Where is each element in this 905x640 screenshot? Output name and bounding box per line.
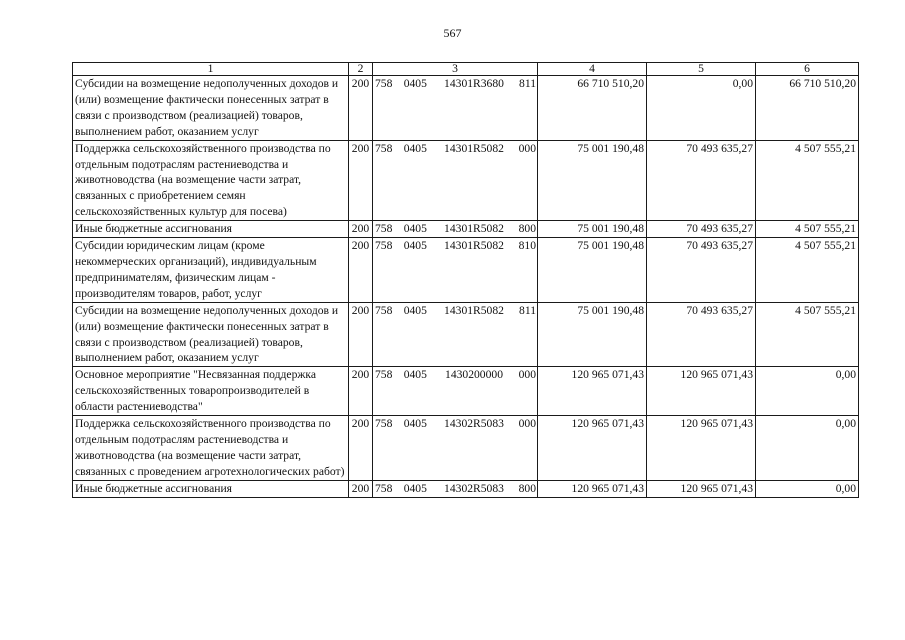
classification-code-cell (373, 416, 538, 481)
section-code: 0405 (403, 77, 427, 90)
amount-col5-cell: 70 493 635,27 (647, 221, 756, 238)
amount-col5-cell: 70 493 635,27 (647, 140, 756, 221)
expense-name-cell: Основное мероприятие "Несвязанная поддержка сельскохозяйственных товаропроизводителей в области растениеводства" (73, 367, 349, 416)
section-code: 0405 (403, 141, 427, 155)
amount-col6-cell: 66 710 510,20 (756, 76, 859, 141)
section-code: 0405 (403, 222, 427, 236)
target-article-code: 14302R5083 (444, 417, 504, 431)
amount-col6-cell: 0,00 (756, 416, 859, 481)
grbs-code: 758 (375, 141, 393, 155)
code-cell: 200 (349, 416, 373, 481)
table-row (73, 238, 859, 303)
table-row (73, 76, 859, 141)
expense-type-code: 800 (518, 481, 536, 495)
table-row (73, 302, 859, 367)
expense-name-cell: Субсидии юридическим лицам (кроме некоммерческих организаций), индивидуальным предпринимателям, физическим лицам - производителям товаров, работ, услуг (73, 238, 349, 303)
code-cell: 200 (349, 76, 373, 141)
section-code: 0405 (403, 481, 427, 495)
target-article-code: 14301R3680 (444, 77, 504, 90)
target-article-code: 1430200000 (445, 368, 503, 382)
amount-col4-cell: 120 965 071,43 (538, 480, 647, 497)
amount-col4-cell: 120 965 071,43 (538, 416, 647, 481)
code-cell: 200 (349, 480, 373, 497)
amount-col5-cell: 0,00 (647, 76, 756, 141)
column-header: 5 (647, 63, 756, 76)
section-code: 0405 (403, 368, 427, 382)
target-article-code: 14301R5082 (444, 239, 504, 253)
classification-code-cell (373, 302, 538, 367)
expense-type-code: 800 (518, 222, 536, 236)
grbs-code: 758 (375, 417, 393, 431)
page-number: 567 (443, 26, 462, 40)
expense-name-cell: Поддержка сельскохозяйственного производства по отдельным подотраслям растениеводства и животноводства (на возмещение части затрат, связанных с проведением агротехнологических работ) (73, 416, 349, 481)
classification-code-cell (373, 238, 538, 303)
grbs-code: 758 (375, 481, 393, 495)
amount-col4-cell: 66 710 510,20 (538, 76, 647, 141)
amount-col4-cell: 75 001 190,48 (538, 221, 647, 238)
classification-code-cell (373, 76, 538, 141)
classification-code-cell (373, 221, 538, 238)
code-cell: 200 (349, 140, 373, 221)
amount-col5-cell: 70 493 635,27 (647, 238, 756, 303)
amount-col4-cell: 75 001 190,48 (538, 140, 647, 221)
column-header: 3 (373, 63, 538, 76)
expense-type-code: 000 (518, 141, 536, 155)
column-header: 4 (538, 63, 647, 76)
code-cell: 200 (349, 302, 373, 367)
code-cell: 200 (349, 238, 373, 303)
amount-col6-cell: 0,00 (756, 480, 859, 497)
table-row (73, 480, 859, 497)
amount-col4-cell: 75 001 190,48 (538, 238, 647, 303)
expense-type-code: 810 (518, 239, 536, 253)
grbs-code: 758 (375, 368, 393, 382)
section-code: 0405 (403, 239, 427, 253)
target-article-code: 14302R5083 (444, 481, 504, 495)
amount-col4-cell: 75 001 190,48 (538, 302, 647, 367)
target-article-code: 14301R5082 (444, 222, 504, 236)
grbs-code: 758 (375, 222, 393, 236)
target-article-code: 14301R5082 (444, 303, 504, 317)
expense-name-cell: Поддержка сельскохозяйственного производства по отдельным подотраслям растениеводства и животноводства (на возмещение части затрат, связанных с приобретением семян сельскохозяйственных культур для посева) (73, 140, 349, 221)
expense-name-cell: Иные бюджетные ассигнования (73, 480, 349, 497)
expense-name-cell: Субсидии на возмещение недополученных доходов и (или) возмещение фактически понесенных затрат в связи с производством (реализацией) товаров, выполнением работ, оказанием услуг (73, 302, 349, 367)
budget-table (72, 62, 859, 498)
amount-col6-cell: 4 507 555,21 (756, 140, 859, 221)
column-header: 1 (73, 63, 349, 76)
expense-type-code: 811 (519, 303, 536, 317)
classification-code-cell (373, 480, 538, 497)
expense-type-code: 000 (518, 417, 536, 431)
expense-name-cell: Субсидии на возмещение недополученных доходов и (или) возмещение фактически понесенных затрат в связи с производством (реализацией) товаров, выполнением работ, оказанием услуг (73, 76, 349, 141)
classification-code-cell (373, 140, 538, 221)
amount-col5-cell: 120 965 071,43 (647, 480, 756, 497)
section-code: 0405 (403, 303, 427, 317)
table-header-row (73, 63, 859, 76)
amount-col6-cell: 0,00 (756, 367, 859, 416)
expense-type-code: 000 (518, 368, 536, 382)
amount-col5-cell: 70 493 635,27 (647, 302, 756, 367)
code-cell: 200 (349, 221, 373, 238)
grbs-code: 758 (375, 77, 393, 90)
table-row (73, 140, 859, 221)
grbs-code: 758 (375, 303, 393, 317)
table-row (73, 221, 859, 238)
amount-col6-cell: 4 507 555,21 (756, 221, 859, 238)
grbs-code: 758 (375, 239, 393, 253)
code-cell: 200 (349, 367, 373, 416)
section-code: 0405 (403, 417, 427, 431)
table-row (73, 367, 859, 416)
amount-col4-cell: 120 965 071,43 (538, 367, 647, 416)
column-header: 6 (756, 63, 859, 76)
classification-code-cell (373, 367, 538, 416)
amount-col5-cell: 120 965 071,43 (647, 416, 756, 481)
expense-name-cell: Иные бюджетные ассигнования (73, 221, 349, 238)
column-header: 2 (349, 63, 373, 76)
amount-col6-cell: 4 507 555,21 (756, 302, 859, 367)
table-row (73, 416, 859, 481)
amount-col6-cell: 4 507 555,21 (756, 238, 859, 303)
amount-col5-cell: 120 965 071,43 (647, 367, 756, 416)
expense-type-code: 811 (519, 77, 536, 90)
target-article-code: 14301R5082 (444, 141, 504, 155)
